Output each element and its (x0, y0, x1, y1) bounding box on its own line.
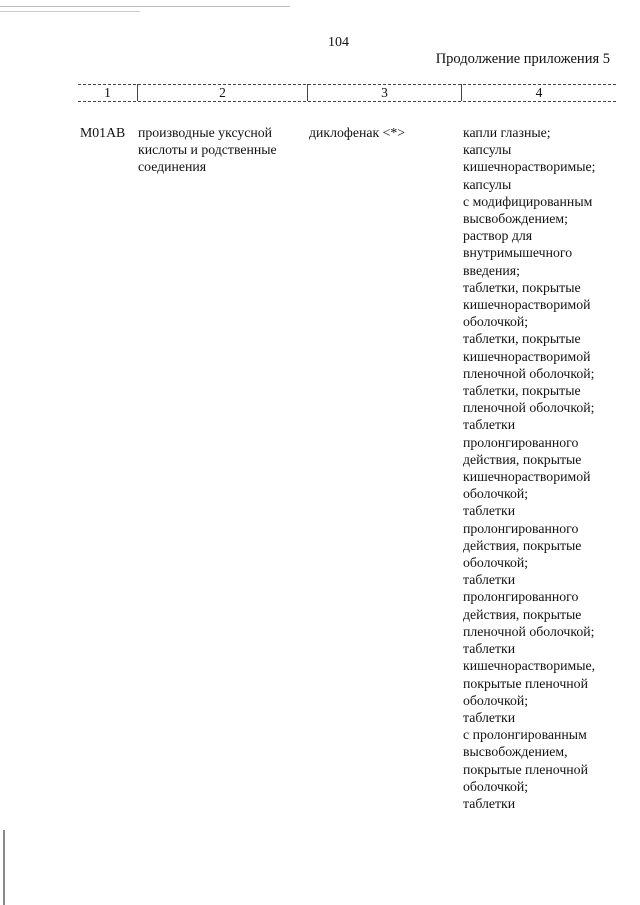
dosage-form-line: таблетки (463, 572, 516, 588)
dosage-form-line: высвобождением; (463, 211, 568, 227)
column-header-4: 4 (535, 85, 543, 100)
dosage-form-line: оболочкой; (463, 555, 529, 571)
dosage-form-line: пролонгированного (463, 520, 579, 536)
dosage-form-line: кишечнорастворимой (463, 469, 591, 485)
dosage-form-line: с пролонгированным (463, 727, 587, 743)
scan-artifact-top-secondary (0, 11, 140, 12)
column-header-3: 3 (381, 85, 388, 100)
dosage-form-line: таблетки, покрытые (463, 383, 581, 399)
dosage-form-line: кишечнорастворимые, (463, 658, 596, 674)
header-bottom-border (78, 101, 616, 102)
dosage-form-line: пленочной оболочкой; (463, 365, 595, 381)
dosage-form-line: кишечнорастворимой (463, 297, 591, 313)
dosage-form-line: таблетки (463, 417, 516, 433)
dosage-form-line: капли глазные; (463, 125, 551, 140)
dosage-form-line: внутримышечного (463, 245, 573, 261)
dosage-form-line: кишечнорастворимые; (463, 159, 596, 175)
scan-artifact-top (0, 6, 290, 7)
dosage-form-line: пролонгированного (463, 434, 579, 450)
column-header-2: 2 (219, 85, 226, 100)
dosage-form-line: пролонгированного (463, 589, 579, 605)
dosage-form-line: кишечнорастворимой (463, 348, 591, 364)
dosage-form-line: раствор для (463, 228, 533, 244)
dosage-form-line: с модифицированным (463, 193, 593, 209)
dosage-form-line: таблетки (463, 795, 516, 811)
dosage-form-line: введения; (463, 262, 520, 278)
dosage-form-line: покрытые пленочной (463, 675, 588, 691)
dosage-form-line: таблетки, покрытые (463, 331, 581, 347)
dosage-form-line: капсулы (463, 142, 512, 158)
group-line: производные уксусной (138, 125, 273, 140)
dosage-form-line: таблетки (463, 503, 516, 519)
pharmacological-group (138, 124, 306, 176)
scan-artifact-left (3, 830, 5, 905)
dosage-form-line: действия, покрытые (463, 451, 582, 467)
dosage-forms-list (463, 124, 623, 812)
dosage-form-line: оболочкой; (463, 692, 529, 708)
column-header-1: 1 (104, 85, 111, 100)
dosage-form-line: действия, покрытые (463, 606, 582, 622)
dosage-form-line: капсулы (463, 176, 512, 192)
dosage-form-line: оболочкой; (463, 314, 529, 330)
dosage-form-line: таблетки, покрытые (463, 279, 581, 295)
group-line: соединения (138, 159, 207, 175)
drug-name: диклофенак <*> (309, 125, 406, 140)
dosage-form-line: таблетки (463, 709, 516, 725)
page-number: 104 (328, 35, 349, 50)
dosage-form-line: оболочкой; (463, 486, 529, 502)
atc-code: M01AB (80, 125, 126, 140)
dosage-form-line: покрытые пленочной (463, 761, 588, 777)
dosage-form-line: пленочной оболочкой; (463, 623, 595, 639)
continuation-label: Продолжение приложения 5 (435, 51, 610, 67)
dosage-form-line: пленочной оболочкой; (463, 400, 595, 416)
dosage-form-line: высвобождением, (463, 744, 568, 760)
dosage-form-line: таблетки (463, 641, 516, 657)
dosage-form-line: действия, покрытые (463, 537, 582, 553)
group-line: кислоты и родственные (138, 142, 277, 158)
dosage-form-line: оболочкой; (463, 778, 529, 794)
